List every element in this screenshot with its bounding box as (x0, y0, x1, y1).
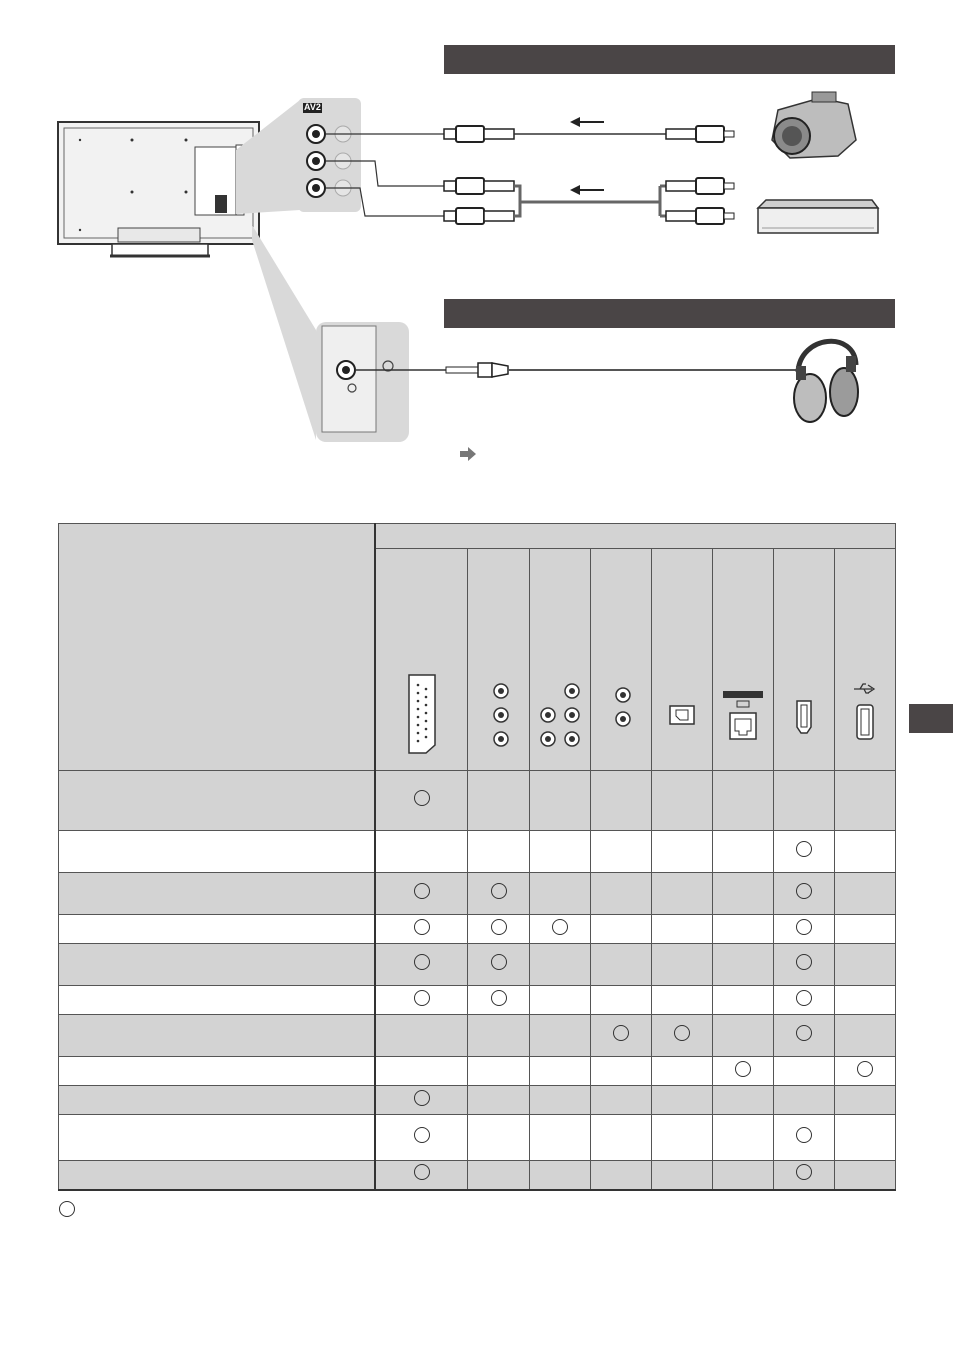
compatible-mark (491, 990, 507, 1006)
av2-callout (298, 98, 361, 212)
terminal-group-header (375, 524, 896, 549)
compat-cell (375, 771, 468, 831)
composite-av-jacks-icon (484, 677, 514, 751)
compat-cell (834, 1015, 895, 1057)
column-header-scart (375, 549, 468, 771)
compat-cell (468, 831, 529, 873)
table-row (59, 1057, 896, 1086)
tv-rear-icon (58, 122, 259, 256)
compat-cell (468, 1057, 529, 1086)
column-header-audio-in (590, 549, 651, 771)
compat-cell (712, 1057, 773, 1086)
compat-cell (375, 944, 468, 986)
compat-cell (773, 1115, 834, 1161)
component-av-jacks-icon (534, 677, 586, 751)
rca-plug-icon (444, 126, 514, 224)
compat-cell (651, 771, 712, 831)
compat-cell (529, 831, 590, 873)
compat-cell (529, 915, 590, 944)
compat-cell (375, 1161, 468, 1190)
compat-cell (834, 771, 895, 831)
compat-cell (834, 915, 895, 944)
compat-cell (375, 1057, 468, 1086)
device-cell (59, 771, 375, 831)
compat-cell (651, 986, 712, 1015)
video-recorder-icon (758, 200, 878, 233)
compat-cell (468, 915, 529, 944)
compat-cell (773, 1015, 834, 1057)
compat-cell (529, 1086, 590, 1115)
table-row (59, 1015, 896, 1057)
compat-cell (712, 873, 773, 915)
compat-cell (834, 1057, 895, 1086)
column-header-optical (651, 549, 712, 771)
compat-cell (529, 1015, 590, 1057)
compat-cell (773, 986, 834, 1015)
compat-cell (712, 944, 773, 986)
compat-cell (590, 986, 651, 1015)
compat-cell (834, 1115, 895, 1161)
compat-cell (375, 986, 468, 1015)
compat-cell (468, 1115, 529, 1161)
compat-cell (468, 1086, 529, 1115)
table-row (59, 915, 896, 944)
compat-cell (468, 771, 529, 831)
column-header-composite (468, 549, 529, 771)
compatible-mark (491, 954, 507, 970)
compat-cell (651, 1115, 712, 1161)
compat-cell (834, 873, 895, 915)
table-row (59, 1115, 896, 1161)
device-cell (59, 944, 375, 986)
device-cell (59, 831, 375, 873)
compat-cell (651, 944, 712, 986)
compat-cell (712, 986, 773, 1015)
compat-cell (375, 873, 468, 915)
compat-cell (651, 873, 712, 915)
device-cell (59, 1057, 375, 1086)
column-header-ethernet (712, 549, 773, 771)
device-cell (59, 1086, 375, 1115)
compatible-mark (414, 954, 430, 970)
device-cell (59, 1015, 375, 1057)
compat-cell (529, 1161, 590, 1190)
device-cell (59, 986, 375, 1015)
signal-direction-arrow-icon (570, 117, 604, 195)
compat-cell (375, 1015, 468, 1057)
compat-cell (468, 1015, 529, 1057)
av2-label: AV2 (304, 102, 321, 112)
ethernet-port-icon (723, 691, 763, 743)
compat-cell (529, 873, 590, 915)
compatible-mark (414, 919, 430, 935)
compat-cell (712, 1115, 773, 1161)
usb-port-icon (852, 681, 878, 741)
compat-cell (651, 831, 712, 873)
compat-cell (834, 944, 895, 986)
compat-cell (468, 944, 529, 986)
compat-cell (590, 831, 651, 873)
chapter-side-tab (909, 704, 953, 733)
device-cell (59, 1161, 375, 1190)
compatible-mark (796, 1164, 812, 1180)
compatible-mark (796, 883, 812, 899)
compat-cell (712, 1086, 773, 1115)
audio-in-jacks-icon (606, 685, 636, 735)
column-header-hdmi (773, 549, 834, 771)
compat-cell (773, 915, 834, 944)
compat-cell (529, 944, 590, 986)
compat-cell (834, 831, 895, 873)
table-row (59, 873, 896, 915)
compat-cell (468, 1161, 529, 1190)
compat-cell (375, 1115, 468, 1161)
compat-cell (834, 1161, 895, 1190)
reference-arrow-icon (460, 447, 476, 461)
compatible-mark (414, 1090, 430, 1106)
compat-cell (773, 831, 834, 873)
camcorder-icon (772, 92, 856, 158)
column-header-component (529, 549, 590, 771)
compatible-mark (796, 1127, 812, 1143)
headphones-icon (794, 341, 858, 422)
compat-cell (590, 873, 651, 915)
device-header-cell (59, 524, 375, 771)
compat-cell (712, 771, 773, 831)
compat-cell (529, 1115, 590, 1161)
compat-cell (375, 1086, 468, 1115)
compatible-mark (796, 919, 812, 935)
compat-cell (773, 873, 834, 915)
compat-cell (590, 944, 651, 986)
compat-cell (590, 771, 651, 831)
compat-cell (773, 1161, 834, 1190)
compat-cell (590, 1161, 651, 1190)
table-row (59, 771, 896, 831)
compatible-mark (414, 990, 430, 1006)
compat-cell (712, 915, 773, 944)
connection-diagram (0, 0, 953, 470)
compat-cell (651, 1161, 712, 1190)
compatible-mark (857, 1061, 873, 1077)
compat-cell (529, 986, 590, 1015)
scart-connector-icon (406, 671, 438, 755)
hdmi-port-icon (794, 699, 814, 735)
compat-cell (590, 1086, 651, 1115)
compat-cell (651, 1057, 712, 1086)
compatible-mark (414, 790, 430, 806)
compatible-mark (796, 990, 812, 1006)
compatible-mark (491, 919, 507, 935)
device-cell (59, 873, 375, 915)
device-cell (59, 915, 375, 944)
compat-cell (590, 1057, 651, 1086)
compatible-mark (796, 841, 812, 857)
compat-cell (773, 1086, 834, 1115)
compat-cell (773, 1057, 834, 1086)
compatible-mark (552, 919, 568, 935)
compatible-mark (414, 1164, 430, 1180)
compat-cell (651, 1015, 712, 1057)
table-row (59, 831, 896, 873)
compatible-mark (414, 1127, 430, 1143)
compat-cell (651, 915, 712, 944)
compat-cell (590, 1115, 651, 1161)
compatible-mark (674, 1025, 690, 1041)
compat-cell (590, 1015, 651, 1057)
compat-cell (375, 915, 468, 944)
compatible-mark (491, 883, 507, 899)
compatible-mark (796, 1025, 812, 1041)
compat-cell (773, 944, 834, 986)
compatible-legend-mark (59, 1201, 75, 1217)
compat-cell (529, 771, 590, 831)
table-row (59, 986, 896, 1015)
compat-cell (712, 1015, 773, 1057)
compat-cell (651, 1086, 712, 1115)
column-header-usb (834, 549, 895, 771)
compat-cell (773, 771, 834, 831)
compat-cell (375, 831, 468, 873)
compat-cell (468, 986, 529, 1015)
compatible-mark (613, 1025, 629, 1041)
compatible-mark (414, 883, 430, 899)
compat-cell (529, 1057, 590, 1086)
table-row (59, 1086, 896, 1115)
compat-cell (712, 1161, 773, 1190)
table-row (59, 1161, 896, 1190)
device-cell (59, 1115, 375, 1161)
compat-cell (468, 873, 529, 915)
compatible-mark (735, 1061, 751, 1077)
compat-cell (712, 831, 773, 873)
compat-cell (834, 1086, 895, 1115)
terminal-compatibility-table (58, 523, 896, 1191)
table-row (59, 944, 896, 986)
compat-cell (834, 986, 895, 1015)
headphone-plug-icon (446, 363, 508, 377)
optical-digital-out-icon (669, 705, 695, 725)
compatible-mark (796, 954, 812, 970)
compat-cell (590, 915, 651, 944)
